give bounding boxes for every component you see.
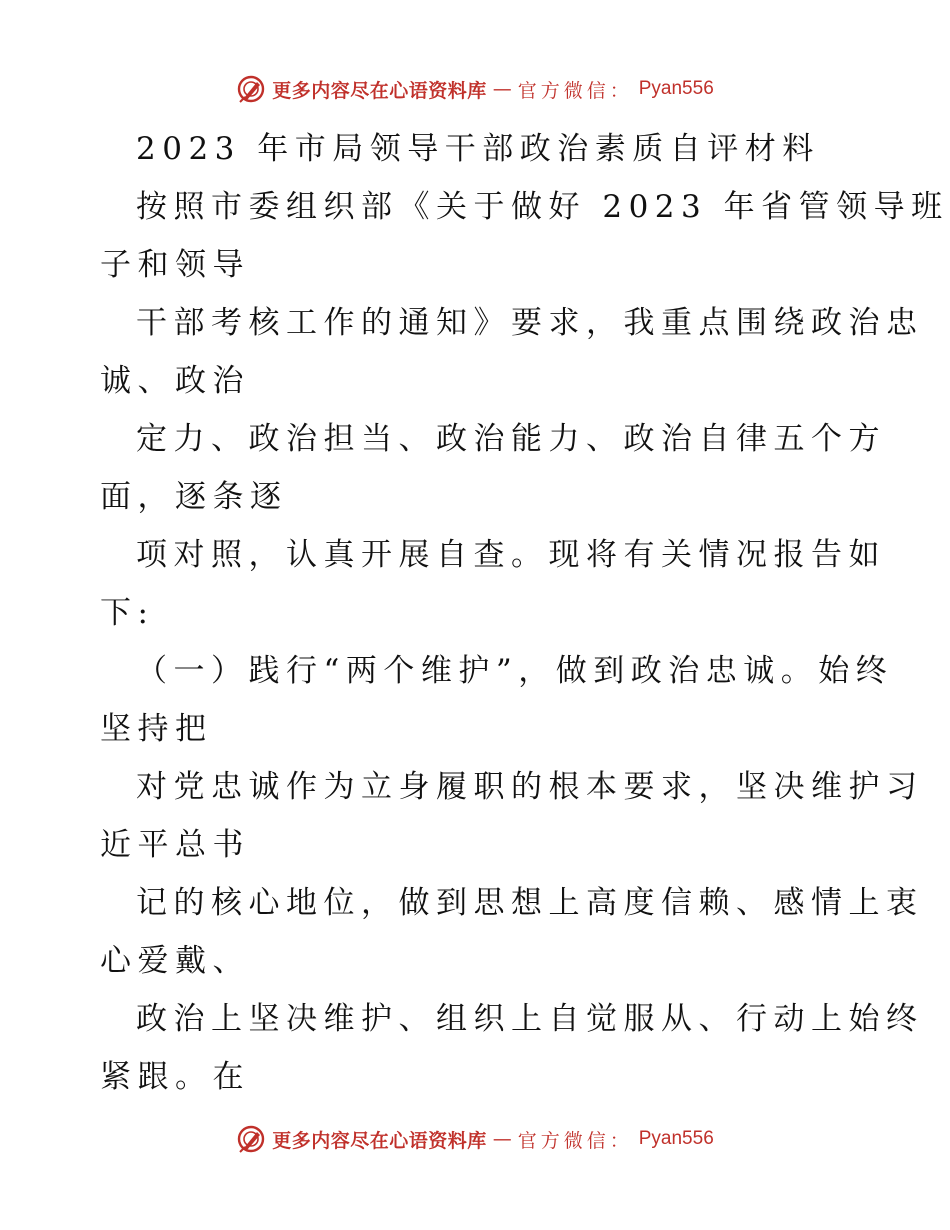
text-line: 干部考核工作的通知》要求，我重点围绕政治忠 <box>136 305 924 341</box>
watermark-label: 官方微信： <box>517 79 633 102</box>
watermark-label: 官方微信： <box>517 1129 633 1152</box>
text-line: 定力、政治担当、政治能力、政治自律五个方 <box>136 421 886 457</box>
text-line: 诚、政治 <box>100 363 250 399</box>
watermark-text: 更多内容尽在心语资料库 <box>272 79 487 102</box>
text-line: 面，逐条逐 <box>100 479 288 515</box>
text-line: 政治上坚决维护、组织上自觉服从、行动上始终 <box>136 1001 924 1037</box>
watermark-separator: — <box>492 78 512 100</box>
text-line: 坚持把 <box>100 711 213 747</box>
watermark-text: 更多内容尽在心语资料库 <box>272 1129 487 1152</box>
document-title: 2023 年市局领导干部政治素质自评材料 <box>136 131 820 167</box>
pen-circle-logo-icon <box>236 74 266 104</box>
text-line: 近平总书 <box>100 827 250 863</box>
document-body <box>100 120 949 1106</box>
text-line: 记的核心地位，做到思想上高度信赖、感情上衷 <box>136 885 924 921</box>
pen-circle-logo-icon <box>236 1124 266 1154</box>
text-line: 下: <box>100 595 155 631</box>
text-line: 心爱戴、 <box>100 943 250 979</box>
text-line: 项对照，认真开展自查。现将有关情况报告如 <box>136 537 886 573</box>
text-line: 对党忠诚作为立身履职的根本要求，坚决维护习 <box>136 769 924 805</box>
watermark-separator: — <box>492 1128 512 1150</box>
header-watermark <box>0 74 950 104</box>
text-line: 紧跟。在 <box>100 1059 250 1095</box>
text-line: （一）践行“两个维护”，做到政治忠诚。始终 <box>136 653 894 689</box>
footer-watermark <box>0 1124 950 1154</box>
watermark-wechat-id: Pyan556 <box>638 78 714 99</box>
text-line: 子和领导 <box>100 247 250 283</box>
text-line: 按照市委组织部《关于做好 2023 年省管领导班 <box>136 189 949 225</box>
watermark-wechat-id: Pyan556 <box>638 1128 714 1149</box>
document-paragraphs <box>100 178 949 1106</box>
